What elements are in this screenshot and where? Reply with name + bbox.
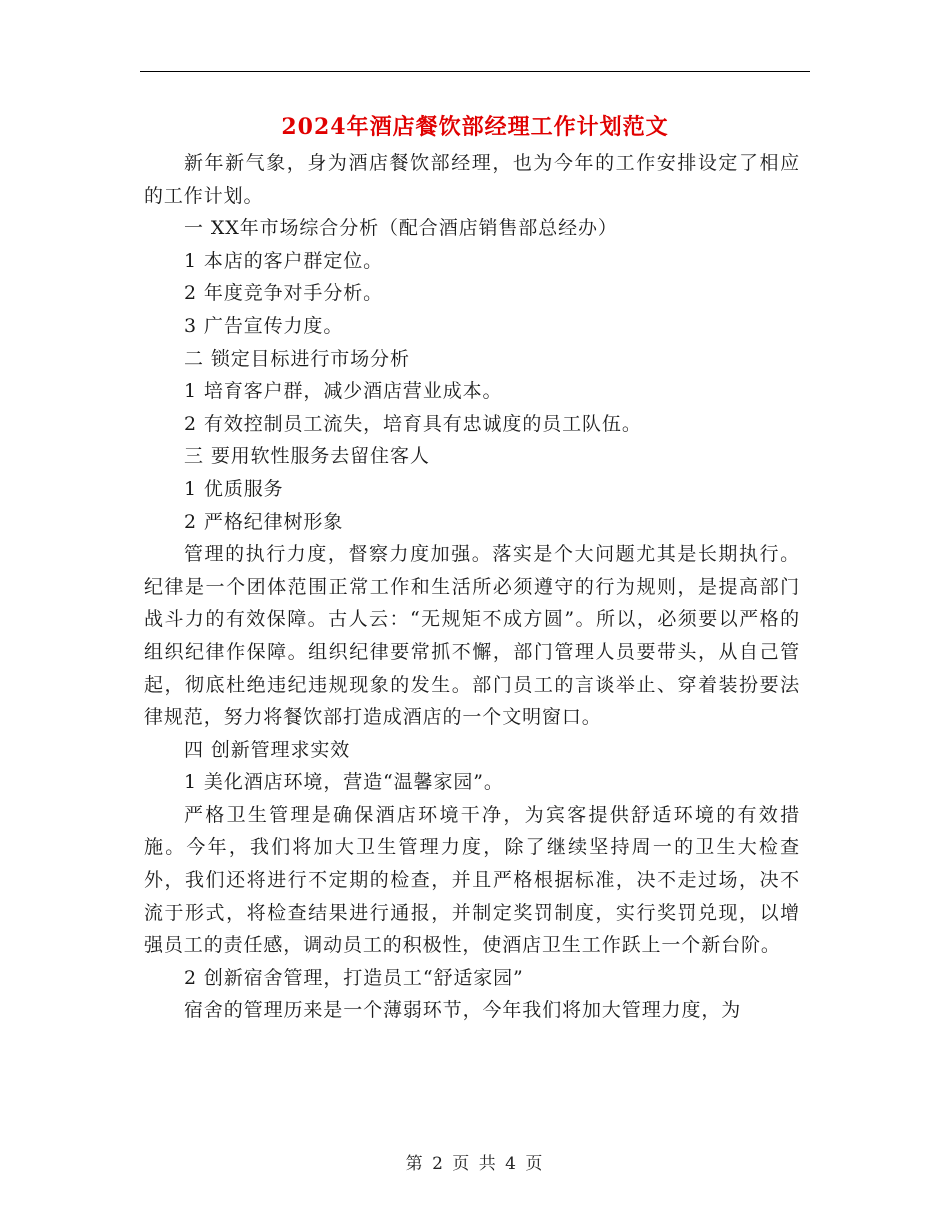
- list-item: 2 严格纪律树形象: [184, 510, 344, 533]
- header-rule: [140, 71, 810, 72]
- list-item: 2 年度竞争对手分析。: [184, 282, 384, 305]
- list-item: 2 有效控制员工流失，培育具有忠诚度的员工队伍。: [184, 412, 642, 435]
- list-item: 二 锁定目标进行市场分析: [184, 347, 410, 370]
- document-body: [144, 147, 800, 1027]
- body-paragraph: 严格卫生管理是确保酒店环境干净，为宾客提供舒适环境的有效措施。今年，我们将加大卫生管理力度，除了继续坚持周一的卫生大检查外，我们还将进行不定期的检查，并且严格根据标准，决不走过场，决不流于形式，将检查结果进行通报，并制定奖罚制度，实行奖罚兑现，以增强员工的责任感，调动员工的积极性，使酒店卫生工作跃上一个新台阶。: [144, 803, 800, 957]
- list-item: 1 本店的客户群定位。: [184, 249, 384, 272]
- list-item: 1 优质服务: [184, 477, 284, 500]
- list-item: 三 要用软性服务去留住客人: [184, 445, 430, 468]
- list-item: 1 美化酒店环境，营造“温馨家园”。: [184, 771, 504, 794]
- body-paragraph: 管理的执行力度，督察力度加强。落实是个大问题尤其是长期执行。纪律是一个团体范围正常工作和生活所必须遵守的行为规则，是提高部门战斗力的有效保障。古人云：“无规矩不成方圆”。所以，必须要以严格的组织纪律作保障。组织纪律要常抓不懈，部门管理人员要带头，从自己管起，彻底杜绝违纪违规现象的发生。部门员工的言谈举止、穿着装扮要法律规范，努力将餐饮部打造成酒店的一个文明窗口。: [144, 543, 800, 729]
- list-item: 四 创新管理求实效: [184, 738, 351, 761]
- list-item: 3 广告宣传力度。: [184, 314, 344, 337]
- list-item: 2 创新宿舍管理，打造员工“舒适家园”: [184, 966, 524, 989]
- body-paragraph: 新年新气象，身为酒店餐饮部经理，也为今年的工作安排设定了相应的工作计划。: [144, 152, 800, 207]
- list-item: 一 XX年市场综合分析（配合酒店销售部总经办）: [184, 217, 618, 240]
- list-item: 1 培育客户群，减少酒店营业成本。: [184, 380, 503, 403]
- page-number-footer: 第 2 页 共 4 页: [405, 1154, 545, 1174]
- body-paragraph: 宿舍的管理历来是一个薄弱环节，今年我们将加大管理力度，为: [184, 999, 742, 1022]
- document-title: 2024年酒店餐饮部经理工作计划范文: [281, 114, 669, 140]
